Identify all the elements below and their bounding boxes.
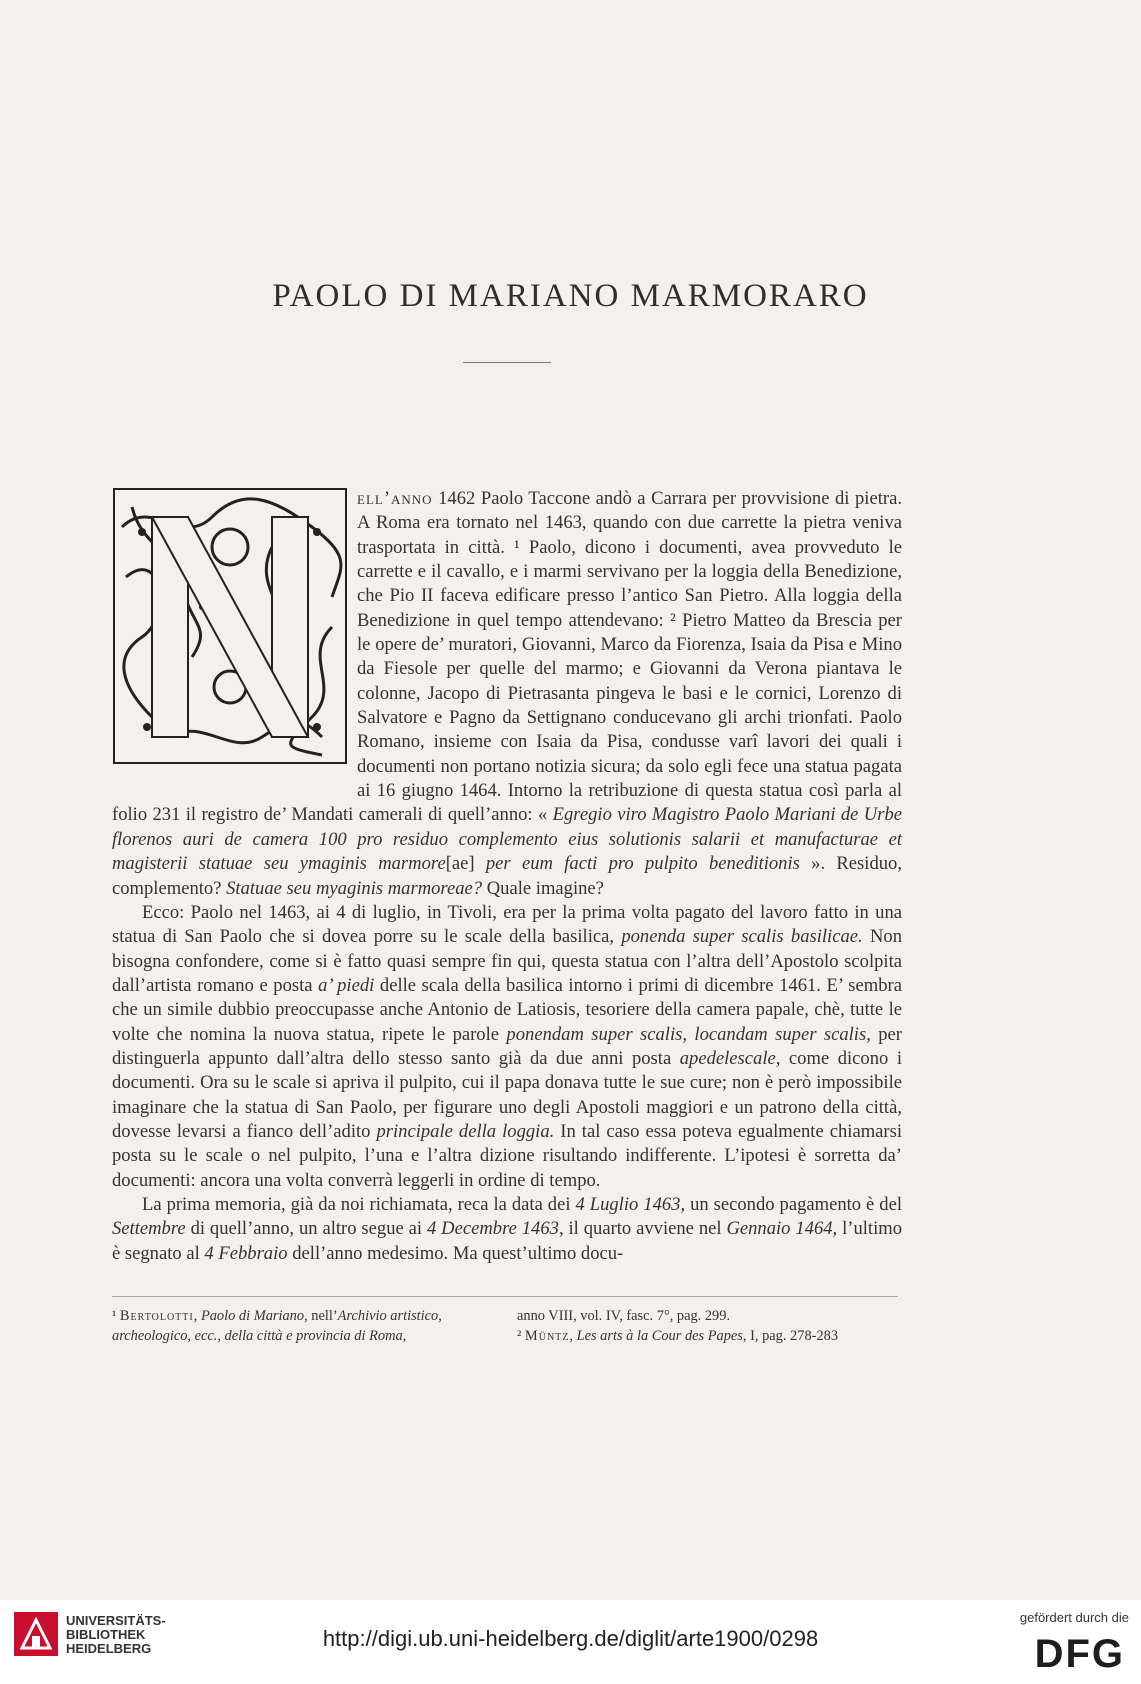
latin-quote: Egregio viro Magistro Paolo Mariani de Urbe florenos auri de camera 100 pro residuo complemento eius solutionis salarii et manufacturae et magisterii statuae seu ymaginis marmore bbox=[112, 804, 902, 875]
text-run: delle scala della basilica intorno i primi di dicembre 1461. E’ sembra che un simile dubbio preoccupasse anche Antonio de Latiosis, tesoriere della camera papale, chè, tutte le volte che nomina la nuova statua, ripete le parole bbox=[112, 974, 902, 1045]
text-run: come dicono i documenti. Ora su le scale si apriva il pulpito, cui il papa donava tutte le sue cure; non è però impossibile imaginare che la statua di San Paolo, per figurare uno degli Apostoli maggiori e un patrono della città, dovesse levarsi a fianco dell’adito bbox=[112, 1047, 903, 1142]
footnote-marker: ¹ bbox=[112, 1308, 120, 1324]
article-body bbox=[112, 487, 902, 1266]
italic-run: ponenda super scalis basilicae. bbox=[621, 926, 863, 948]
title-rule bbox=[463, 362, 551, 363]
footnote-rule bbox=[112, 1296, 898, 1297]
footnote-author: Bertolotti bbox=[119, 1308, 194, 1324]
text-run: , bbox=[569, 1328, 577, 1344]
library-line: UNIVERSITÄTS- bbox=[66, 1613, 166, 1628]
text-run: Ecco: Paolo nel 1463, ai 4 di luglio, in Tivoli, era per la prima volta pagato del lavoro fatto in una statua di San Paolo che si dovea porre su le scale della basilica, bbox=[112, 901, 902, 948]
footnote-2 bbox=[517, 1326, 902, 1346]
paragraph-3 bbox=[112, 1193, 902, 1266]
text-run: ». Residuo, complemento? bbox=[112, 853, 902, 899]
italic-run: apedelescale, bbox=[679, 1047, 781, 1069]
latin-quote: Statuae seu myaginis marmoreae? bbox=[226, 877, 483, 899]
latin-quote: per eum facti pro pulpito beneditionis bbox=[474, 853, 800, 875]
permalink-url[interactable]: http://digi.ub.uni-heidelberg.de/diglit/arte1900/0298 bbox=[322, 1626, 819, 1651]
footnote-1 bbox=[112, 1306, 497, 1346]
text-run: 1462 Paolo Taccone andò a Carrara per provvisione di pietra. A Roma era tornato nel 1463, quando con due carrette la pietra veniva trasportata in città. ¹ Paolo, dicono i documenti, avea provveduto le carrette e il cavallo, e i marmi servivano per la loggia della Benedizione, che Pio II faceva edificare presso l’antico San Pietro. Alla loggia della Benedizione in quel tempo attendevano: ² Pietro Matteo da Brescia per le opere de’ muratori, Giovanni, Marco da Fiorenza, Isaia da Pisa e Mino da Fiesole per quelle del marmo; e Giovanni da Verona piantava le colonne, Jacopo di Pietrasanta pingeva le basi e le cornici, Lorenzo di Salvatore e Pagno da Settignano conducevano gli archi trionfati. Paolo Romano, insieme con Isaia da Pisa, condusse varî lavori dei quali i documenti non portano notizia sicura; da solo egli fece una statua pagata ai 16 giugno 1464. Intorno la retribuzione di questa statua così parla al folio 231 il registro de’ Mandati camerali di quell’anno: « bbox=[112, 488, 902, 826]
italic-run: Archivio artistico, archeologico, ecc., della città e provincia di Roma, bbox=[112, 1308, 442, 1344]
text-run: per distinguerla appunto dall’altra dello stesso santo già da due anni posta bbox=[112, 1023, 902, 1069]
text-run: dell’anno medesimo. Ma quest’ultimo docu- bbox=[287, 1242, 624, 1264]
italic-run: Les arts à la Cour des Papes bbox=[576, 1328, 743, 1344]
italic-run: principale della loggia. bbox=[376, 1120, 555, 1142]
paragraph-2 bbox=[112, 901, 902, 1193]
text-run: La prima memoria, già da noi richiamata, reca la data dei bbox=[142, 1193, 576, 1215]
italic-run: a’ piedi bbox=[318, 974, 375, 996]
text-run: , nell’ bbox=[304, 1308, 338, 1324]
drop-cap-continuation: ell’anno bbox=[357, 488, 433, 509]
footnote-marker: ² bbox=[517, 1328, 525, 1344]
italic-run: 4 Febbraio bbox=[204, 1242, 288, 1264]
article-title: PAOLO DI MARIANO MARMORARO bbox=[272, 278, 869, 314]
italic-run: 4 Luglio 1463, bbox=[575, 1193, 686, 1215]
italic-run: ponendam super scalis, locandam super scalis, bbox=[506, 1023, 871, 1045]
dfg-logo: DFG bbox=[1034, 1632, 1125, 1676]
footnote-author: Müntz bbox=[524, 1328, 570, 1344]
text-run: il quarto avviene nel bbox=[563, 1218, 727, 1240]
text-run: , I, pag. 278-283 bbox=[742, 1328, 839, 1344]
text-run: Non bisogna confondere, come si è fatto quasi sempre fin qui, questa statua con l’altra dell’Apostolo scolpita dall’artista romano e posta bbox=[112, 926, 902, 996]
library-line: BIBLIOTHEK bbox=[66, 1627, 146, 1642]
viewer-footer bbox=[0, 1600, 1141, 1684]
text-run: , bbox=[193, 1308, 201, 1324]
text-run: [ae] bbox=[445, 853, 475, 875]
footnote-1-continuation: anno VIII, vol. IV, fasc. 7°, pag. 299. bbox=[517, 1308, 731, 1324]
ornamental-initial-n bbox=[112, 487, 348, 765]
text-run: di quell’anno, un altro segue ai bbox=[185, 1218, 427, 1240]
footnote-col-2 bbox=[517, 1306, 902, 1346]
italic-run: Settembre bbox=[112, 1218, 186, 1240]
drop-cap-ornament bbox=[112, 487, 357, 780]
italic-run: Paolo di Mariano bbox=[200, 1308, 305, 1324]
funded-by-label: gefördert durch die bbox=[1019, 1610, 1129, 1625]
text-run: l’ultimo è segnato al bbox=[112, 1218, 903, 1264]
text-run: un secondo pagamento è del bbox=[685, 1193, 902, 1215]
italic-run: 4 Decembre 1463, bbox=[426, 1218, 564, 1240]
italic-run: Gennaio 1464, bbox=[726, 1218, 838, 1240]
drop-cap-letter: N bbox=[136, 504, 324, 765]
text-run: Quale imagine? bbox=[482, 877, 604, 899]
library-line: HEIDELBERG bbox=[66, 1641, 152, 1656]
text-run: In tal caso essa poteva egualmente chiamarsi posta su le scale o nel pulpito, l’una e l’altra dizione risultando indifferente. L’ipotesi è sorretta da’ documenti: ancora una volta converrà leggerli in ordine di tempo. bbox=[112, 1120, 903, 1191]
